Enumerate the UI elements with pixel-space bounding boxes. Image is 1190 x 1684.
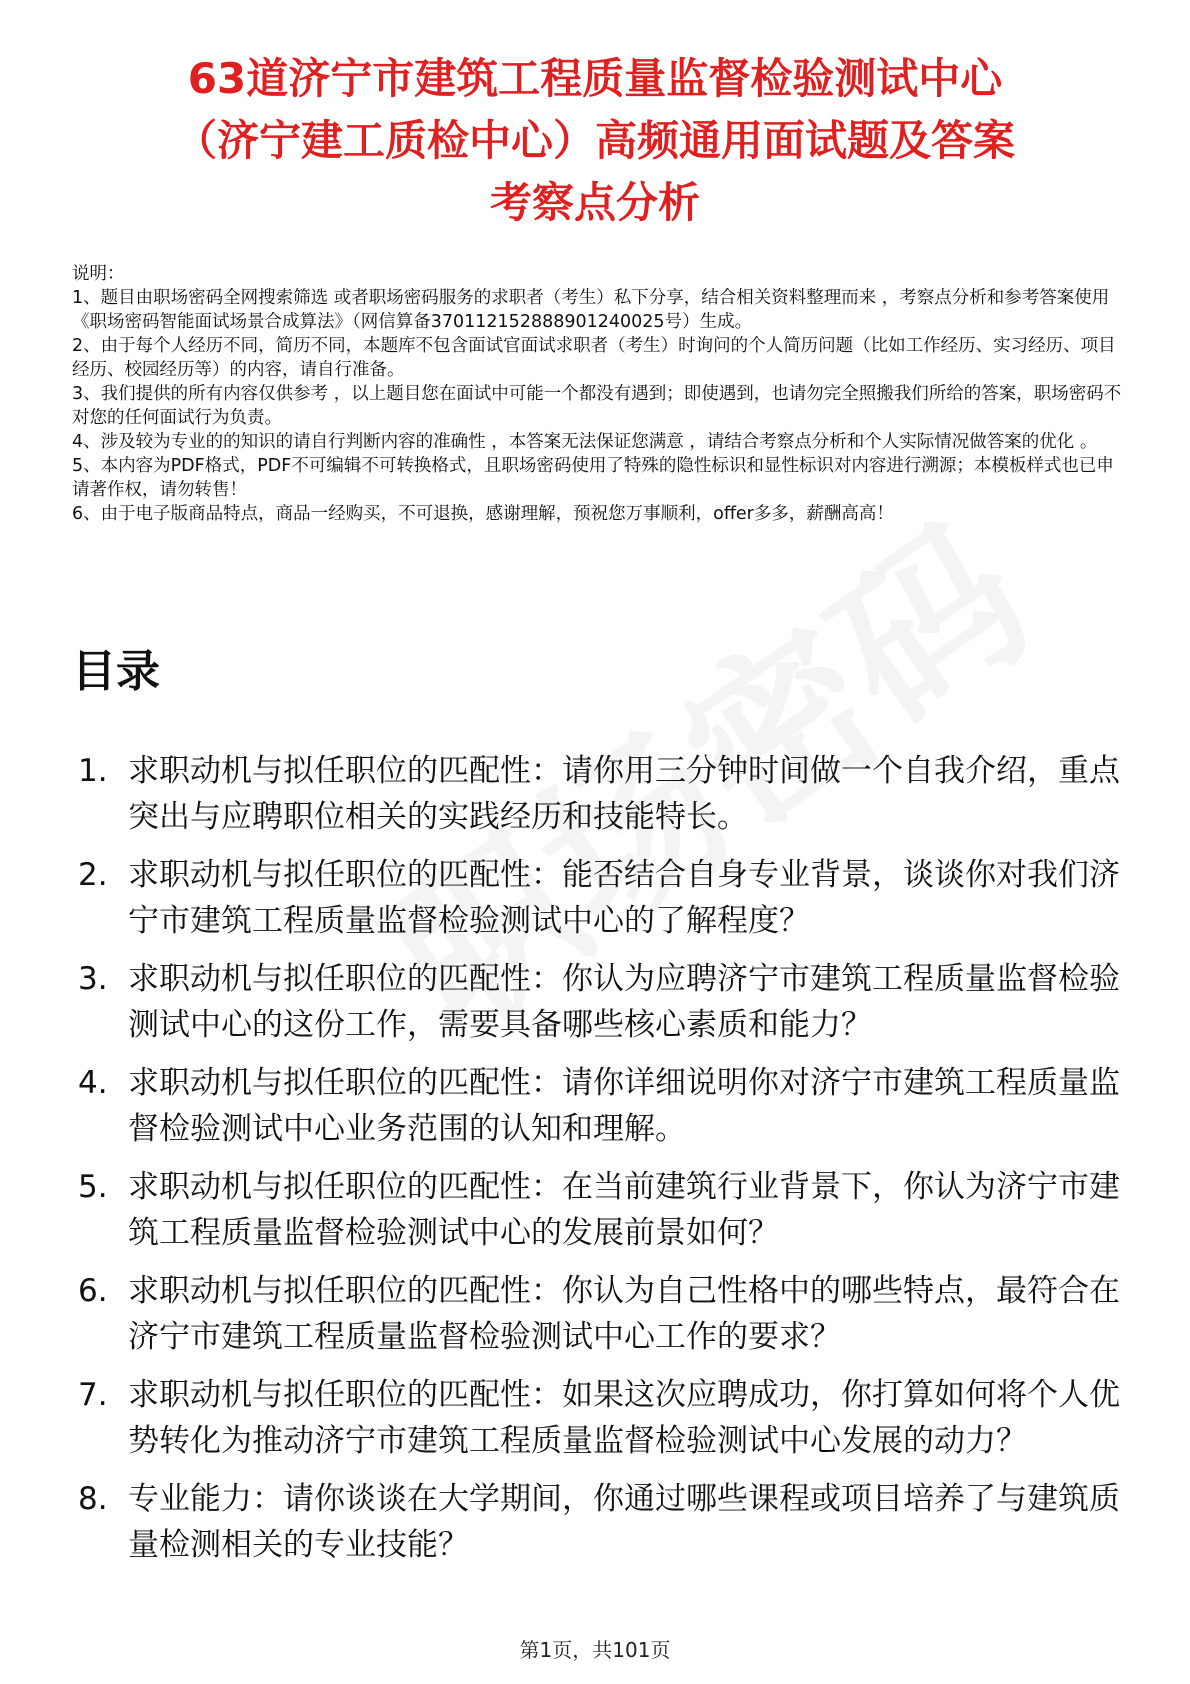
toc-item[interactable] [78,748,1128,840]
toc-item-text: 求职动机与拟任职位的匹配性：能否结合自身专业背景，谈谈你对我们济宁市建筑工程质量监督检验测试中心的了解程度？ [128,857,1120,939]
toc-item-number: 7. [78,1377,108,1413]
notes-item: 2、由于每个人经历不同，简历不同，本题库不包含面试官面试求职者（考生）时询问的个人简历问题（比如工作经历、实习经历、项目经历、校园经历等）的内容，请自行准备。 [72,336,1116,380]
notes-heading: 说明： [72,264,125,284]
toc-item[interactable] [78,1164,1128,1256]
notes-item: 3、我们提供的所有内容仅供参考 ，以上题目您在面试中可能一个都没有遇到；即使遇到，也请勿完全照搬我们所给的答案，职场密码不对您的任何面试行为负责。 [72,384,1122,428]
toc-item[interactable] [78,1476,1128,1568]
toc-item[interactable] [78,1372,1128,1464]
toc-item-number: 5. [78,1169,108,1205]
notes-item: 1、题目由职场密码全网搜索筛选 或者职场密码服务的求职者（考生）私下分享，结合相关资料整理而来 ，考察点分析和参考答案使用《职场密码智能面试场景合成算法》（网信算备370112152888901240025号）生成。 [72,288,1110,332]
toc-item-text: 求职动机与拟任职位的匹配性：请你详细说明你对济宁市建筑工程质量监督检验测试中心业务范围的认知和理解。 [128,1065,1120,1147]
toc-item-text: 求职动机与拟任职位的匹配性：你认为应聘济宁市建筑工程质量监督检验测试中心的这份工作，需要具备哪些核心素质和能力？ [128,961,1120,1043]
toc-item-number: 1. [78,753,108,789]
toc-item-text: 求职动机与拟任职位的匹配性：在当前建筑行业背景下，你认为济宁市建筑工程质量监督检验测试中心的发展前景如何？ [128,1169,1120,1251]
toc-item-text: 求职动机与拟任职位的匹配性：你认为自己性格中的哪些特点，最符合在济宁市建筑工程质量监督检验测试中心工作的要求？ [128,1273,1120,1355]
toc-item[interactable] [78,1060,1128,1152]
notes-item: 5、本内容为PDF格式，PDF不可编辑不可转换格式，且职场密码使用了特殊的隐性标识和显性标识对内容进行溯源；本模板样式也已申请著作权，请勿转售！ [72,456,1114,500]
toc-item[interactable] [78,1268,1128,1360]
toc-item-number: 4. [78,1065,108,1101]
toc-item[interactable] [78,852,1128,944]
notes-section [72,262,1122,526]
toc-item-number: 8. [78,1481,108,1517]
title-line-2: （济宁建工质检中心）高频通用面试题及答案 [174,116,1015,165]
page-footer: 第1页，共101页 [519,1638,671,1662]
toc-item-number: 2. [78,857,108,893]
toc-list [78,748,1128,1580]
title-line-3: 考察点分析 [489,178,700,227]
toc-item-number: 3. [78,961,108,997]
title-line-1: 63道济宁市建筑工程质量监督检验测试中心 [187,54,1003,103]
toc-heading: 目录 [72,646,160,697]
notes-item: 6、由于电子版商品特点，商品一经购买，不可退换，感谢理解，预祝您万事顺利，offer多多，薪酬高高！ [72,504,894,524]
toc-item-text: 求职动机与拟任职位的匹配性：如果这次应聘成功，你打算如何将个人优势转化为推动济宁市建筑工程质量监督检验测试中心发展的动力？ [128,1377,1120,1459]
toc-item-number: 6. [78,1273,108,1309]
toc-item[interactable] [78,956,1128,1048]
notes-item: 4、涉及较为专业的的知识的请自行判断内容的准确性 ，本答案无法保证您满意 ，请结合考察点分析和个人实际情况做答案的优化 。 [72,432,1098,452]
document-title [90,48,1100,234]
toc-item-text: 专业能力：请你谈谈在大学期间，你通过哪些课程或项目培养了与建筑质量检测相关的专业技能？ [128,1481,1120,1563]
toc-item-text: 求职动机与拟任职位的匹配性：请你用三分钟时间做一个自我介绍，重点突出与应聘职位相关的实践经历和技能特长。 [128,753,1120,835]
